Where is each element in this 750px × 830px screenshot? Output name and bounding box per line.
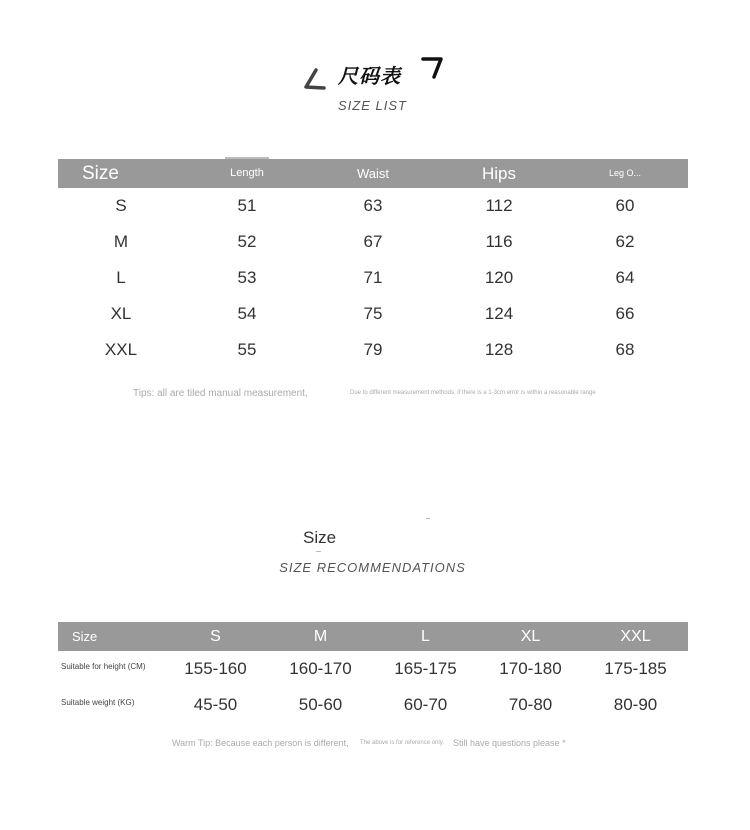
table-cell: 124 xyxy=(484,304,514,323)
table-cell: 155-160 xyxy=(184,659,247,678)
page-title: 尺码表 xyxy=(338,64,401,88)
table-cell: S xyxy=(115,196,127,215)
table-cell: 116 xyxy=(485,232,513,251)
title-accent-bottom xyxy=(316,551,321,552)
table-cell: 60 xyxy=(615,196,635,215)
col-m: M xyxy=(313,628,328,645)
col-size: Size xyxy=(82,163,119,184)
table-cell: 62 xyxy=(615,232,635,251)
table-cell: 160-170 xyxy=(289,659,352,678)
table-cell: 80-90 xyxy=(613,695,658,714)
table-cell: 55 xyxy=(237,340,257,359)
recommendations-header xyxy=(58,622,688,651)
table-cell: 170-180 xyxy=(499,659,562,678)
section-subtitle: SIZE RECOMMENDATIONS xyxy=(279,560,466,575)
right-bracket-decoration xyxy=(420,55,446,81)
warm-tip: Warm Tip: Because each person is different, xyxy=(172,738,349,748)
col-l: L xyxy=(421,628,430,645)
col-s: S xyxy=(210,628,221,645)
measurement-tips-detail: Due to different measurement methods, if there is a 1-3cm error is within a reasonable range xyxy=(350,390,596,396)
col-length: Length xyxy=(230,167,264,179)
title-accent-top xyxy=(426,518,430,519)
col-leg-opening: Leg O... xyxy=(608,168,642,178)
col-xl: XL xyxy=(520,628,541,645)
table-cell: 120 xyxy=(484,268,514,287)
col-hips: Hips xyxy=(481,164,516,183)
row-label-height: Suitable for height (CM) xyxy=(61,662,146,671)
table-cell: 79 xyxy=(363,340,383,359)
table-cell: 75 xyxy=(363,304,383,323)
table-cell: 51 xyxy=(237,196,257,215)
measurement-tips: Tips: all are tiled manual measurement, xyxy=(133,388,308,399)
warm-tip-end: Still have questions please * xyxy=(453,738,566,748)
length-tab-accent xyxy=(225,157,269,159)
table-cell: 71 xyxy=(363,268,383,287)
table-cell: 52 xyxy=(237,232,257,251)
table-cell: XXL xyxy=(104,340,138,359)
table-cell: XL xyxy=(110,304,132,323)
table-cell: 112 xyxy=(485,196,513,215)
table-cell: 66 xyxy=(615,304,635,323)
col-waist: Waist xyxy=(356,166,390,181)
warm-tip-detail: The above is for reference only, xyxy=(360,740,444,746)
table-cell: 165-175 xyxy=(394,659,457,678)
table-cell: 60-70 xyxy=(403,695,448,714)
table-cell: 45-50 xyxy=(193,695,238,714)
page-subtitle: SIZE LIST xyxy=(338,98,407,113)
table-cell: 63 xyxy=(363,196,383,215)
table-cell: 128 xyxy=(484,340,514,359)
table-cell: 67 xyxy=(363,232,383,251)
table-cell: M xyxy=(113,232,129,251)
table-cell: 70-80 xyxy=(508,695,553,714)
col-xxl: XXL xyxy=(620,628,651,645)
table-cell: 68 xyxy=(615,340,635,359)
table-cell: 50-60 xyxy=(298,695,343,714)
left-bracket-decoration xyxy=(302,68,328,92)
col-size: Size xyxy=(72,629,98,644)
table-cell: L xyxy=(116,268,126,287)
table-cell: 175-185 xyxy=(604,659,667,678)
size-list-header xyxy=(58,159,688,188)
table-cell: 64 xyxy=(615,268,635,287)
table-cell: 54 xyxy=(237,304,257,323)
section-title: Size xyxy=(303,528,337,547)
table-cell: 53 xyxy=(237,268,257,287)
row-label-weight: Suitable weight (KG) xyxy=(61,698,135,707)
